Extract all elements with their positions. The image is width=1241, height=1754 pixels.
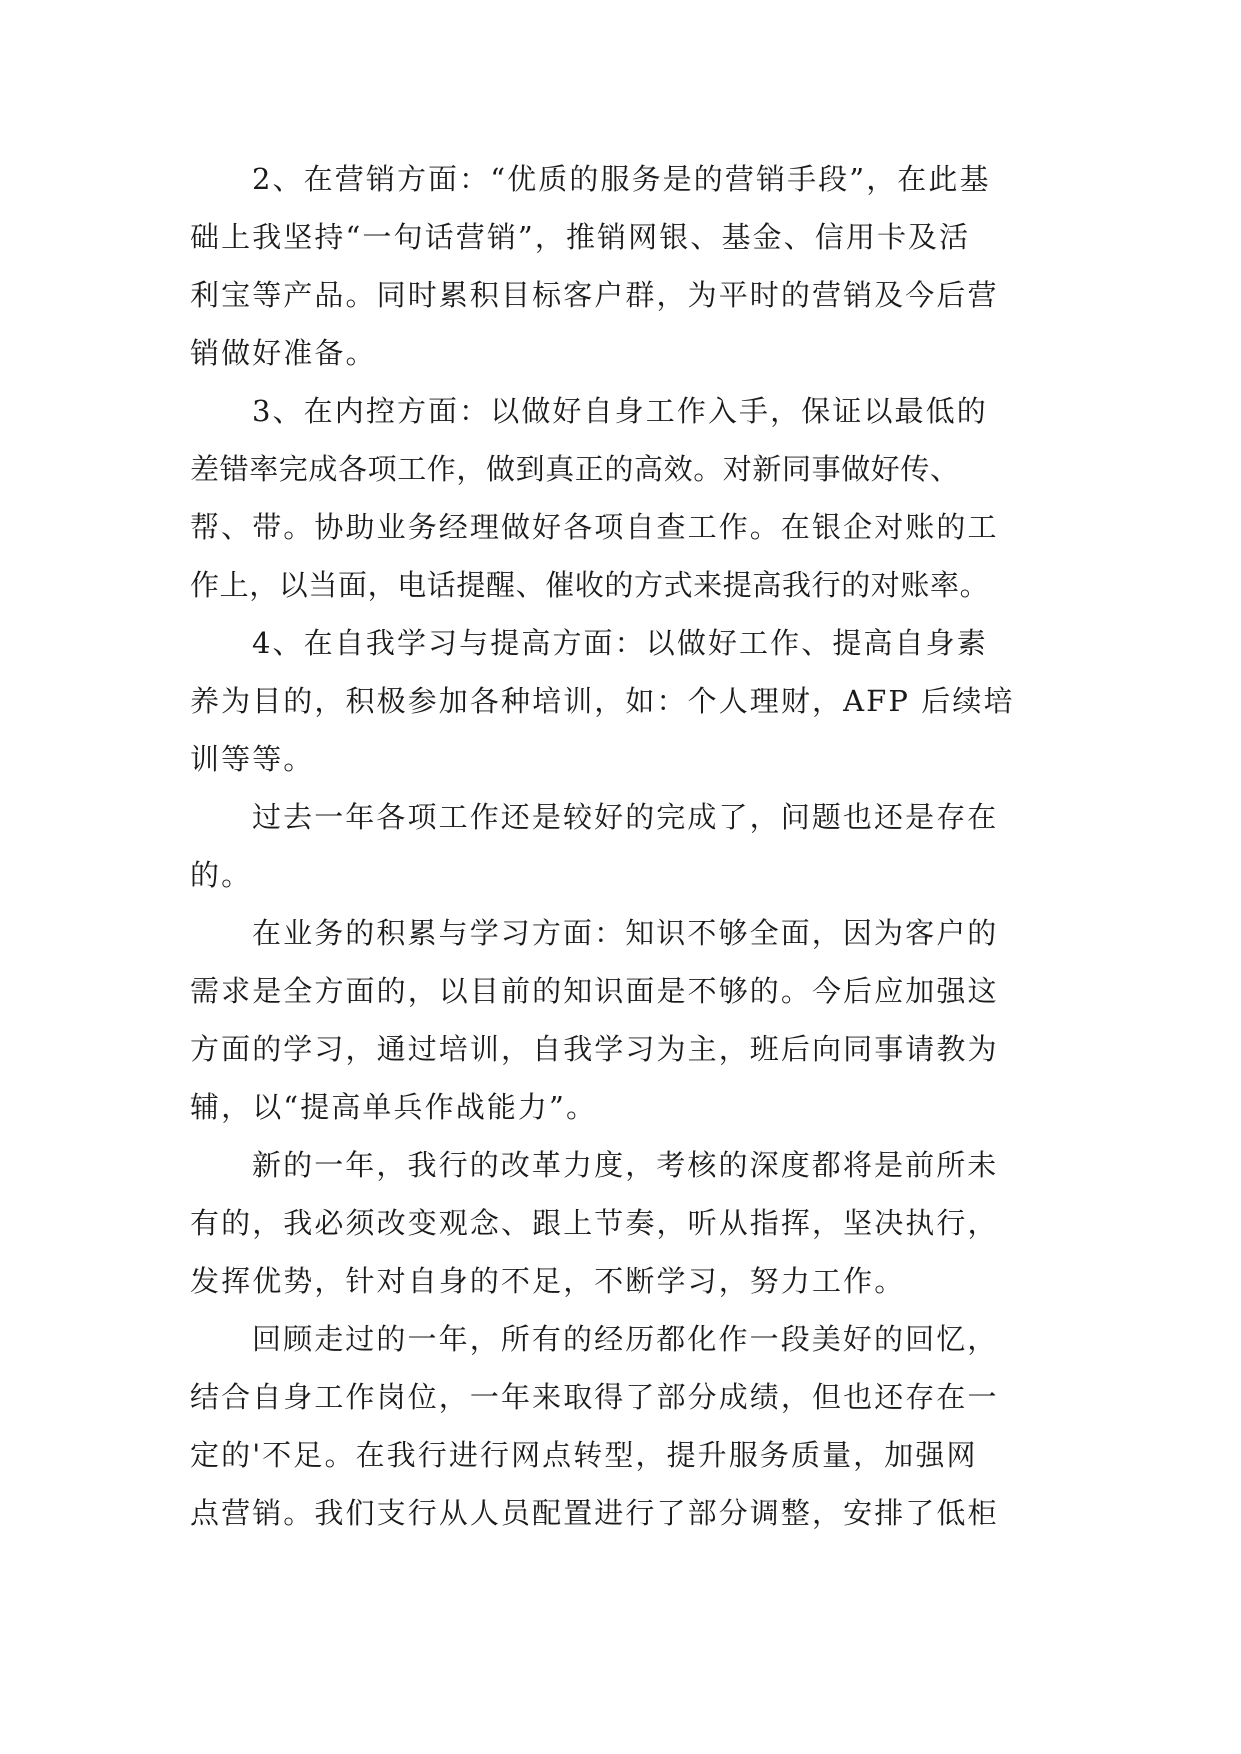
- text-line: 利宝等产品。同时累积目标客户群，为平时的营销及今后营: [190, 278, 999, 312]
- document-body: [190, 150, 1050, 1542]
- text-line: 点营销。我们支行从人员配置进行了部分调整，安排了低柜: [190, 1496, 999, 1530]
- text-line: 帮、带。协助业务经理做好各项自查工作。在银企对账的工: [190, 510, 999, 544]
- paragraph-past-year: [190, 788, 1050, 904]
- text-line: 2、在营销方面：“优质的服务是的营销手段”，在此基: [252, 162, 991, 196]
- text-line: 的。: [190, 858, 253, 892]
- text-line: 发挥优势，针对自身的不足，不断学习，努力工作。: [190, 1264, 906, 1298]
- text-line: 训等等。: [190, 742, 315, 776]
- text-line: 作上，以当面，电话提醒、催收的方式来提高我行的对账率。: [190, 568, 990, 602]
- text-line: 过去一年各项工作还是较好的完成了，问题也还是存在: [252, 800, 999, 834]
- text-line: 新的一年，我行的改革力度，考核的深度都将是前所未: [252, 1148, 999, 1182]
- text-line: 差错率完成各项工作，做到真正的高效。对新同事做好传、: [190, 452, 960, 486]
- text-line: 需求是全方面的，以目前的知识面是不够的。今后应加强这: [190, 974, 999, 1008]
- text-line: 4、在自我学习与提高方面：以做好工作、提高自身素: [252, 626, 988, 660]
- text-line: 养为目的，积极参加各种培训，如：个人理财，AFP 后续培: [190, 684, 1015, 718]
- text-line: 方面的学习，通过培训，自我学习为主，班后向同事请教为: [190, 1032, 999, 1066]
- text-line: 在业务的积累与学习方面：知识不够全面，因为客户的: [252, 916, 999, 950]
- text-line: 础上我坚持“一句话营销”，推销网银、基金、信用卡及活: [190, 220, 971, 254]
- text-line: 回顾走过的一年，所有的经历都化作一段美好的回忆，: [252, 1322, 999, 1356]
- text-line: 定的'不足。在我行进行网点转型，提升服务质量，加强网: [190, 1438, 978, 1472]
- text-line: 销做好准备。: [190, 336, 377, 370]
- paragraph-self-learning: [190, 614, 1050, 788]
- paragraph-marketing: [190, 150, 1050, 382]
- text-line: 有的，我必须改变观念、跟上节奏，听从指挥，坚决执行，: [190, 1206, 999, 1240]
- paragraph-business-accumulation: [190, 904, 1050, 1136]
- paragraph-new-year: [190, 1136, 1050, 1310]
- text-line: 结合自身工作岗位，一年来取得了部分成绩，但也还存在一: [190, 1380, 999, 1414]
- paragraph-internal-control: [190, 382, 1050, 614]
- paragraph-review: [190, 1310, 1050, 1542]
- text-line: 3、在内控方面：以做好自身工作入手，保证以最低的: [252, 394, 988, 428]
- text-line: 辅，以“提高单兵作战能力”。: [190, 1090, 598, 1124]
